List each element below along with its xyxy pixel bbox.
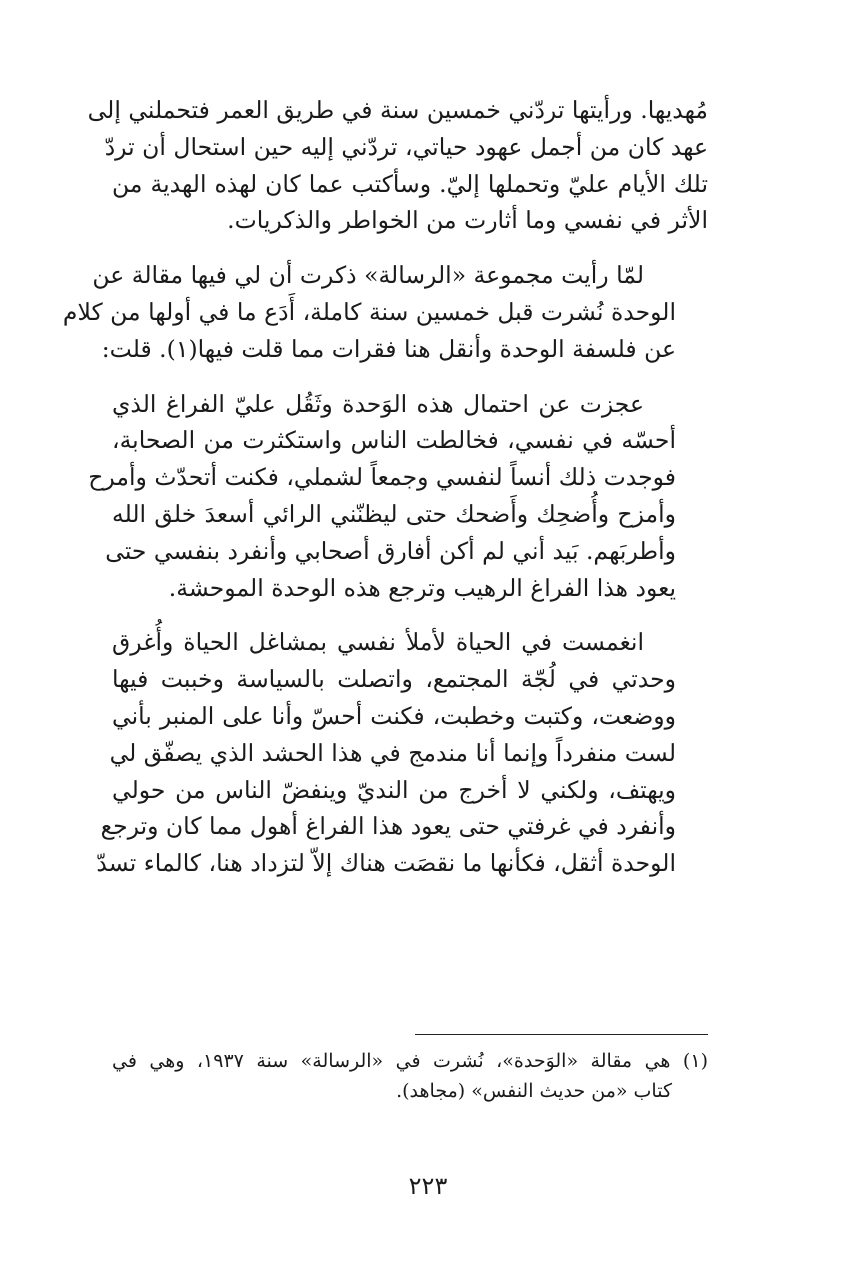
text-line: يعود هذا الفراغ الرهيب وترجع هذه الوحدة الموحشة. [168,573,676,602]
text-line: فوجدت ذلك أنساً لنفسي وجمعاً لشملي، فكنت أتحدّث وأمرح [88,463,676,492]
footnote-divider [415,1034,708,1035]
text-line: مُهديها. ورأيتها تردّني خمسين سنة في طريق العمر فتحملني إلى [87,96,708,124]
text-line: وحدتي في لُجّة المجتمع، واتصلت بالسياسة وخببت فيها [112,665,676,694]
text-line: الأثر في نفسي وما أثارت من الخواطر والذكريات. [227,206,708,235]
footnote-line: (١) هي مقالة «الوَحدة»، نُشرت في «الرسالة» سنة ١٩٣٧، وهي في [112,1050,708,1072]
page-number: ٢٢٣ [408,1172,448,1200]
text-line: لمّا رأيت مجموعة «الرسالة» ذكرت أن لي فيها مقالة عن [92,261,644,290]
footnote [112,1046,708,1106]
text-line: الوحدة نُشرت قبل خمسين سنة كاملة، أَدَع ما في أولها من كلام [62,297,676,326]
text-line: وأمزح وأُضحِك وأَضحك حتى ليظنّني الرائي أسعدَ خلق الله [112,499,676,528]
paragraph-3 [88,386,708,607]
text-line: عن فلسفة الوحدة وأنقل هنا فقرات مما قلت فيها(١). قلت: [101,334,676,363]
paragraph-1 [87,92,708,239]
text-line: عجزت عن احتمال هذه الوَحدة وثَقُل عليّ الفراغ الذي [112,389,644,418]
text-line: ووضعت، وكتبت وخطبت، فكنت أحسّ وأنا على المنبر بأني [112,701,676,730]
text-line: تلك الأيام عليّ وتحملها إليّ. وسأكتب عما كان لهذه الهدية من [112,169,708,198]
paragraph-4 [96,624,708,882]
text-line: لست منفرداً وإنما أنا مندمج في هذا الحشد الذي يصفّق لي [109,738,676,767]
text-line: وأطربَهم. بَيد أني لم أكن أفارق أصحابي وأنفرد بنفسي حتى [105,536,676,565]
paragraph-2 [62,257,708,367]
text-line: عهد كان من أجمل عهود حياتي، تردّني إليه حين استحال أن تردّ [104,132,708,161]
text-line: أحسّه في نفسي، فخالطت الناس واستكثرت من الصحابة، [112,426,676,455]
text-line: ويهتف، ولكني لا أخرج من النديّ وينفضّ الناس من حولي [112,775,676,804]
text-line: وأنفرد في غرفتي حتى يعود هذا الفراغ أهول مما كان وترجع [100,812,676,841]
footnote-line: كتاب «من حديث النفس» (مجاهد). [396,1080,672,1102]
main-text [62,92,708,882]
text-line: الوحدة أثقل، فكأنها ما نقصَت هناك إلاّ لتزداد هنا، كالماء تسدّ [96,849,676,878]
text-line: انغمست في الحياة لأملأ نفسي بمشاغل الحياة وأُغرق [112,628,644,657]
